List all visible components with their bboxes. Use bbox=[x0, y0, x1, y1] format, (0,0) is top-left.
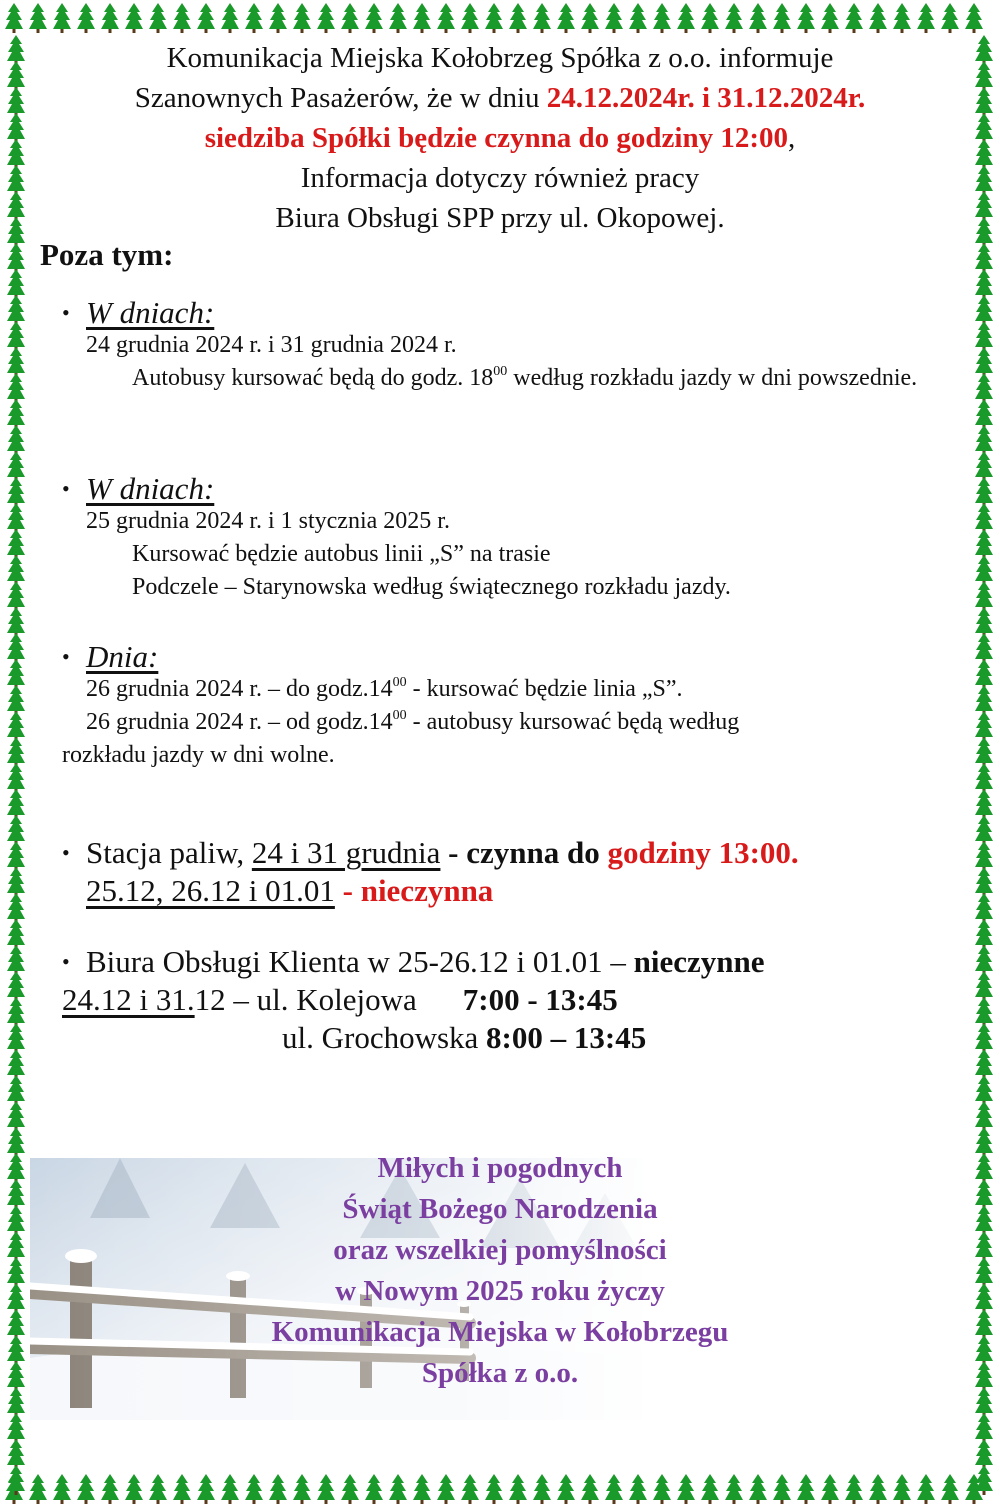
section-1-heading-text: W dniach: bbox=[86, 295, 215, 330]
wishes-line-5: Komunikacja Miejska w Kołobrzegu bbox=[271, 1316, 729, 1348]
section-2-heading-text: W dniach: bbox=[86, 471, 215, 506]
customer-office-info bbox=[62, 943, 942, 1057]
bullet-icon: • bbox=[62, 949, 70, 974]
office-grochowska-hours: 8:00 – 13:45 bbox=[486, 1020, 647, 1055]
header-line-3 bbox=[40, 118, 960, 158]
wishes-line-1: Miłych i pogodnych bbox=[377, 1152, 623, 1184]
section-3-line-1-sup: 00 bbox=[392, 675, 407, 690]
office-closed: nieczynne bbox=[633, 944, 765, 979]
section-1-text-a: Autobusy kursować będą do godz. 18 bbox=[132, 365, 494, 391]
holiday-wishes bbox=[160, 1148, 840, 1394]
header-line-4: Informacja dotyczy również pracy bbox=[300, 162, 700, 194]
section-christmas-eve bbox=[62, 296, 942, 395]
office-line-1 bbox=[62, 943, 942, 981]
office-line-3 bbox=[62, 1019, 942, 1057]
section-1-text-b: według rozkładu jazdy w dni powszednie. bbox=[507, 365, 918, 391]
section-2-heading bbox=[62, 472, 942, 505]
bullet-icon: • bbox=[62, 644, 70, 669]
wishes-line-6: Spółka z o.o. bbox=[421, 1357, 579, 1389]
fuel-closed-dates: 25.12, 26.12 i 01.01 bbox=[86, 873, 335, 908]
wishes-line-3: oraz wszelkiej pomyślności bbox=[333, 1234, 667, 1266]
section-2-line-1: Kursować będzie autobus linii „S” na trasie bbox=[132, 541, 551, 567]
fuel-line-1 bbox=[62, 834, 942, 872]
office-grochowska: ul. Grochowska bbox=[282, 1020, 487, 1055]
fuel-line-2 bbox=[62, 872, 942, 910]
wishes-line-2: Świąt Bożego Narodzenia bbox=[342, 1193, 658, 1225]
fuel-station-info bbox=[62, 834, 942, 910]
office-line-1-text: Biura Obsługi Klienta w 25-26.12 i 01.01 – bbox=[86, 944, 634, 979]
section-1-dates: 24 grudnia 2024 r. i 31 grudnia 2024 r. bbox=[86, 332, 457, 358]
section-3-line-2-sup: 00 bbox=[392, 708, 407, 723]
header-line-3-suffix: , bbox=[788, 122, 796, 154]
section-3-line-1-a: 26 grudnia 2024 r. – do godz.14 bbox=[86, 676, 393, 702]
bullet-icon: • bbox=[62, 300, 70, 325]
fuel-closed: - nieczynna bbox=[334, 873, 494, 908]
fuel-label: Stacja paliw, bbox=[86, 835, 252, 870]
office-dates: 24.12 i 31. bbox=[62, 982, 195, 1017]
office-line-2 bbox=[62, 981, 942, 1019]
office-kolejowa: 12 – ul. Kolejowa bbox=[194, 982, 417, 1017]
section-christmas-day bbox=[62, 472, 942, 604]
section-3-line-2 bbox=[62, 706, 942, 739]
section-3-line-2-b: - autobusy kursować będą według bbox=[406, 709, 740, 735]
section-3-line-2-a: 26 grudnia 2024 r. – od godz.14 bbox=[86, 709, 393, 735]
header-line-1: Komunikacja Miejska Kołobrzeg Spółka z o.o. informuje bbox=[166, 42, 834, 74]
section-3-heading-text: Dnia: bbox=[86, 639, 159, 674]
office-kolejowa-hours: 7:00 - 13:45 bbox=[462, 982, 618, 1017]
header-line-2-prefix: Szanownych Pasażerów, że w dniu bbox=[134, 82, 547, 114]
section-2-line-2: Podczele – Starynowska według świątecznego rozkładu jazdy. bbox=[132, 574, 731, 600]
fuel-hours: godziny 13:00. bbox=[607, 835, 799, 870]
poza-tym-heading: Poza tym: bbox=[40, 237, 174, 272]
header-line-5: Biura Obsługi SPP przy ul. Okopowej. bbox=[275, 202, 725, 234]
fuel-open: - czynna do bbox=[440, 835, 608, 870]
section-3-heading bbox=[62, 640, 942, 673]
section-2-dates: 25 grudnia 2024 r. i 1 stycznia 2025 r. bbox=[86, 508, 450, 534]
wishes-line-4: w Nowym 2025 roku życzy bbox=[335, 1275, 665, 1307]
section-1-text bbox=[62, 362, 918, 395]
header-line-2 bbox=[40, 78, 960, 118]
section-3-line-1-b: - kursować będzie linia „S”. bbox=[406, 676, 683, 702]
section-3-line-1 bbox=[62, 673, 942, 706]
section-3-line-3: rozkładu jazdy w dni wolne. bbox=[62, 742, 335, 768]
section-boxing-day bbox=[62, 640, 942, 772]
bullet-icon: • bbox=[62, 840, 70, 865]
fuel-dates: 24 i 31 grudnia bbox=[251, 835, 441, 870]
header-dates: 24.12.2024r. i 31.12.2024r. bbox=[546, 82, 866, 114]
bullet-icon: • bbox=[62, 476, 70, 501]
section-1-sup: 00 bbox=[493, 364, 508, 379]
section-1-heading bbox=[62, 296, 942, 329]
notice-header bbox=[40, 38, 960, 238]
header-office-hours: siedziba Spółki będzie czynna do godziny 12:00 bbox=[204, 122, 789, 154]
